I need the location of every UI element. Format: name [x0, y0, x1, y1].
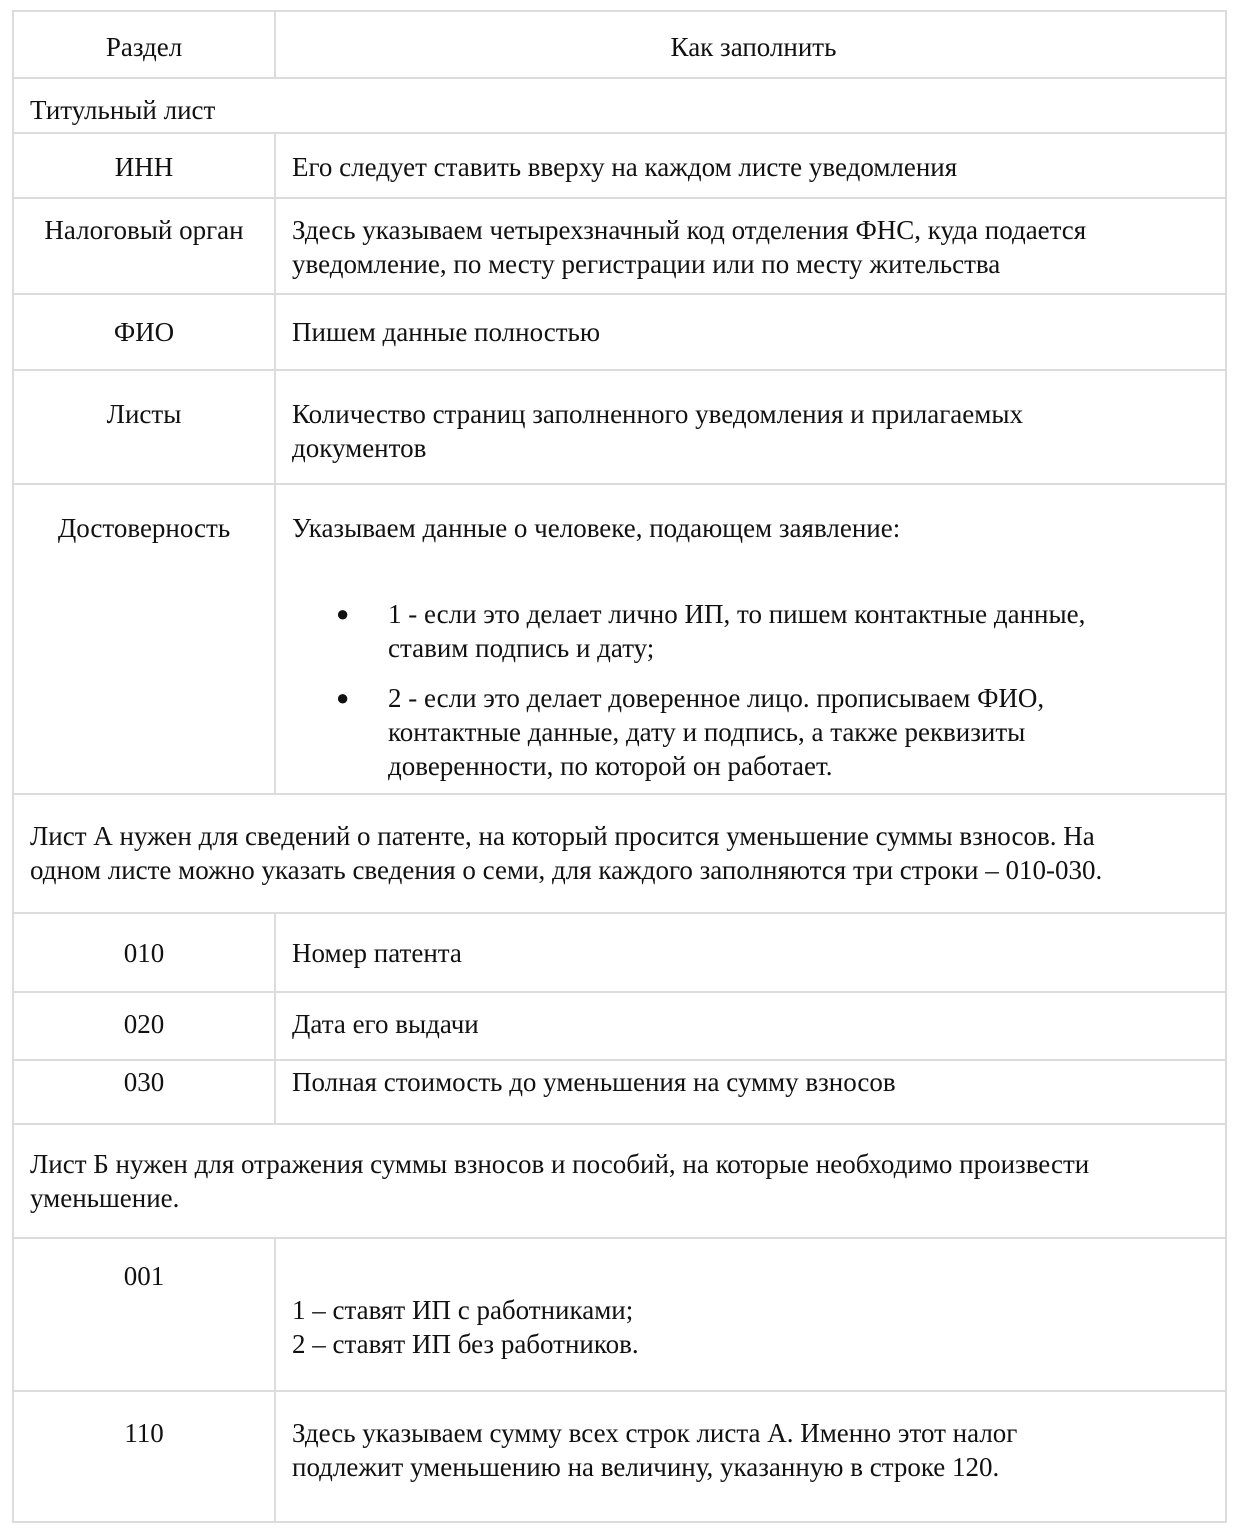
- table-row: [13, 294, 1226, 370]
- description-cell: [275, 484, 1226, 794]
- field-cell: [13, 198, 275, 294]
- header-how-label: Как заполнить: [670, 32, 837, 62]
- code-label: 030: [123, 1067, 165, 1097]
- table-row: [13, 1238, 1226, 1391]
- bullet-line: доверенности, по которой он работает.: [388, 751, 833, 781]
- bullet-icon: ●: [336, 601, 350, 626]
- description-cell: [275, 913, 1226, 992]
- description-line: подлежит уменьшению на величину, указанную в строке 120.: [292, 1452, 1000, 1482]
- list-item: [292, 597, 1215, 665]
- header-how-cell: [275, 11, 1226, 78]
- sheet-a-cell: [13, 794, 1226, 913]
- field-label: ФИО: [113, 317, 175, 347]
- description-cell: [275, 370, 1226, 484]
- code-label: 001: [123, 1261, 165, 1291]
- field-cell: [13, 133, 275, 198]
- sheet-b-cell: [13, 1124, 1226, 1238]
- description-cell: [275, 294, 1226, 370]
- sheet-a-line: Лист А нужен для сведений о патенте, на который просится уменьшение суммы взносов. На: [30, 821, 1095, 851]
- reliability-intro: Указываем данные о человеке, подающем заявление:: [292, 513, 901, 543]
- description-cell: [275, 133, 1226, 198]
- code-label: 110: [124, 1418, 164, 1448]
- description-line: Пишем данные полностью: [292, 317, 601, 347]
- bullet-line: 1 - если это делает лично ИП, то пишем контактные данные,: [388, 599, 1086, 629]
- table-row: [13, 198, 1226, 294]
- description-cell: [275, 1060, 1226, 1124]
- description-line: документов: [292, 433, 427, 463]
- table-row: [13, 133, 1226, 198]
- sheet-b-row: [13, 1124, 1226, 1238]
- code-cell: [13, 1238, 275, 1391]
- reliability-row: [13, 484, 1226, 794]
- bullet-icon: ●: [336, 685, 350, 710]
- field-cell: [13, 484, 275, 794]
- code-cell: [13, 1060, 275, 1124]
- field-label: ИНН: [114, 152, 174, 182]
- description-cell: [275, 1238, 1226, 1391]
- sheet-b-line: уменьшение.: [30, 1183, 180, 1213]
- description-line: Здесь указываем сумму всех строк листа А. Именно этот налог: [292, 1418, 1018, 1448]
- title-section-label: Титульный лист: [30, 95, 216, 125]
- description-line: Здесь указываем четырехзначный код отделения ФНС, куда подается: [292, 215, 1087, 245]
- description-cell: [275, 1391, 1226, 1522]
- table-row: [13, 1060, 1226, 1124]
- bullet-line: 2 - если это делает доверенное лицо. прописываем ФИО,: [388, 683, 1045, 713]
- instructions-table: [12, 10, 1227, 1523]
- description-line: уведомление, по месту регистрации или по месту жительства: [292, 249, 1001, 279]
- bullet-line: контактные данные, дату и подпись, а также реквизиты: [388, 717, 1026, 747]
- reliability-bullets: [292, 597, 1215, 783]
- sheet-a-line: одном листе можно указать сведения о семи, для каждого заполняются три строки – 010-030.: [30, 855, 1103, 885]
- field-label: Достоверность: [57, 513, 231, 543]
- code-cell: [13, 992, 275, 1060]
- description-cell: [275, 198, 1226, 294]
- list-item: [292, 681, 1215, 783]
- table-row: [13, 913, 1226, 992]
- code-cell: [13, 1391, 275, 1522]
- header-row: [13, 11, 1226, 78]
- description-line: Полная стоимость до уменьшения на сумму взносов: [292, 1067, 896, 1097]
- description-line: 2 – ставят ИП без работников.: [292, 1329, 639, 1359]
- field-cell: [13, 294, 275, 370]
- sheet-a-row: [13, 794, 1226, 913]
- field-label: Листы: [106, 399, 182, 429]
- description-cell: [275, 992, 1226, 1060]
- description-line: 1 – ставят ИП с работниками;: [292, 1295, 634, 1325]
- description-line: Количество страниц заполненного уведомления и прилагаемых: [292, 399, 1023, 429]
- description-line: Дата его выдачи: [292, 1009, 479, 1039]
- header-section-label: Раздел: [105, 32, 183, 62]
- bullet-line: ставим подпись и дату;: [388, 633, 655, 663]
- title-section-row: [13, 78, 1226, 133]
- field-label: Налоговый орган: [44, 215, 244, 245]
- code-label: 010: [123, 938, 165, 968]
- table-row: [13, 992, 1226, 1060]
- code-cell: [13, 913, 275, 992]
- description-line: Номер патента: [292, 938, 462, 968]
- title-section-cell: [13, 78, 1226, 133]
- code-label: 020: [123, 1009, 165, 1039]
- table-row: [13, 370, 1226, 484]
- sheet-b-line: Лист Б нужен для отражения суммы взносов и пособий, на которые необходимо произвести: [30, 1149, 1090, 1179]
- field-cell: [13, 370, 275, 484]
- description-line: Его следует ставить вверху на каждом листе уведомления: [292, 152, 958, 182]
- header-section-cell: [13, 11, 275, 78]
- table-row: [13, 1391, 1226, 1522]
